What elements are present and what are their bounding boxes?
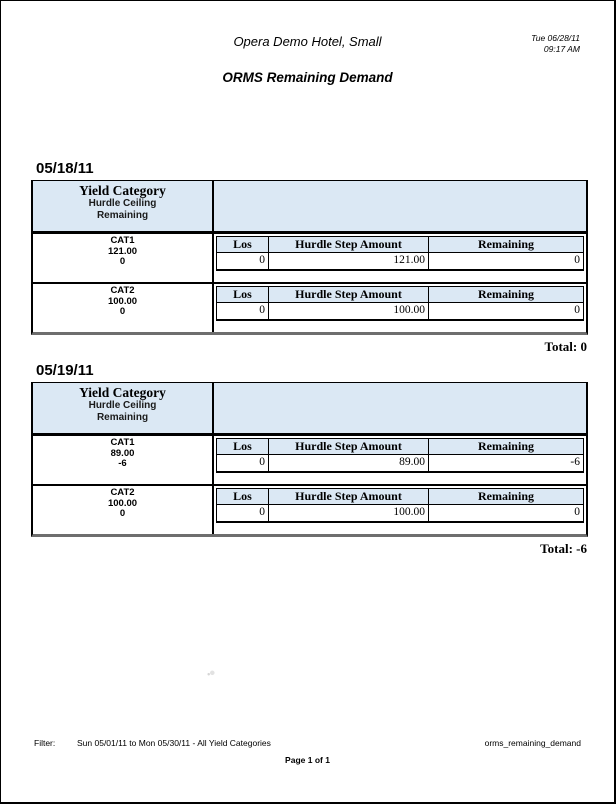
section-total: Total: -6 [540,541,587,556]
hurdle-ceiling-value: 100.00 [107,497,138,509]
row-remaining-value: -6 [570,456,580,468]
hurdle-ceiling-value: 100.00 [107,295,138,307]
print-time: 09:17 AM [543,44,580,54]
category-summary [33,234,214,282]
category-row [33,234,586,282]
category-summary [33,284,214,332]
report-title: ORMS Remaining Demand [222,70,393,85]
remaining-header: Remaining [477,287,534,301]
row-remaining-value: 0 [574,254,580,266]
detail-table [216,236,584,271]
category-detail [214,436,586,484]
remaining-value: 0 [119,256,126,267]
header-spacer [214,181,586,231]
yield-category-label: Yield Category [79,183,166,198]
category-name: CAT1 [110,437,135,448]
los-header: Los [217,287,269,302]
los-value: 0 [217,505,269,521]
detail-value-row [217,303,583,319]
category-detail [214,486,586,534]
section-total: Total: 0 [544,339,587,354]
hurdle-step-amount-value: 89.00 [269,455,429,471]
hotel-name: Opera Demo Hotel, Small [233,34,382,49]
category-detail [214,284,586,332]
table-header-row [33,181,586,234]
detail-value-row [217,505,583,521]
section-date: 05/18/11 [36,160,94,177]
filter-row [34,738,581,748]
category-row [33,436,586,484]
hurdle-step-amount-header: Hurdle Step Amount [269,287,429,302]
category-row [33,282,586,332]
detail-value-row [217,455,583,471]
hurdle-step-amount-value: 121.00 [269,253,429,269]
hurdle-step-amount-header: Hurdle Step Amount [269,489,429,504]
remaining-header: Remaining [477,439,534,453]
category-detail [214,234,586,282]
scan-artifact [206,670,215,677]
demand-table [31,382,588,537]
los-value: 0 [217,455,269,471]
category-name: CAT2 [110,285,135,296]
los-header: Los [217,489,269,504]
page-number: Page 1 of 1 [285,755,330,765]
day-section [31,160,588,355]
print-datetime [531,33,580,55]
los-header: Los [217,439,269,454]
category-summary [33,486,214,534]
remaining-header: Remaining [477,237,534,251]
filter-value: Sun 05/01/11 to Mon 05/30/11 - All Yield Categories [77,738,271,748]
remaining-value: 0 [119,508,126,519]
category-name: CAT2 [110,487,135,498]
los-value: 0 [217,303,269,319]
detail-table [216,286,584,321]
yield-category-header [33,383,214,433]
detail-header-row [217,237,583,253]
detail-table [216,488,584,523]
print-date: Tue 06/28/11 [531,33,580,43]
hurdle-ceiling-value: 89.00 [110,447,135,459]
los-header: Los [217,237,269,252]
remaining-label: Remaining [96,411,149,423]
demand-table [31,180,588,335]
hurdle-ceiling-label: Hurdle Ceiling [88,400,157,411]
remaining-label: Remaining [96,209,149,221]
category-row [33,484,586,534]
remaining-header: Remaining [477,489,534,503]
hurdle-step-amount-value: 100.00 [269,505,429,521]
detail-header-row [217,287,583,303]
category-summary [33,436,214,484]
hurdle-step-amount-header: Hurdle Step Amount [269,237,429,252]
detail-header-row [217,489,583,505]
hurdle-ceiling-value: 121.00 [107,245,138,257]
detail-header-row [217,439,583,455]
remaining-value: -6 [118,458,127,469]
header-spacer [214,383,586,433]
remaining-value: 0 [119,306,126,317]
report-filename: orms_remaining_demand [484,738,581,748]
hurdle-ceiling-label: Hurdle Ceiling [88,198,157,209]
detail-value-row [217,253,583,269]
los-value: 0 [217,253,269,269]
section-date: 05/19/11 [36,362,94,379]
category-name: CAT1 [110,235,135,246]
row-remaining-value: 0 [574,304,580,316]
row-remaining-value: 0 [574,506,580,518]
yield-category-label: Yield Category [79,385,166,400]
hurdle-step-amount-header: Hurdle Step Amount [269,439,429,454]
day-section [31,362,588,557]
yield-category-header [33,181,214,231]
table-header-row [33,383,586,436]
filter-label: Filter: [34,738,56,748]
hurdle-step-amount-value: 100.00 [269,303,429,319]
detail-table [216,438,584,473]
